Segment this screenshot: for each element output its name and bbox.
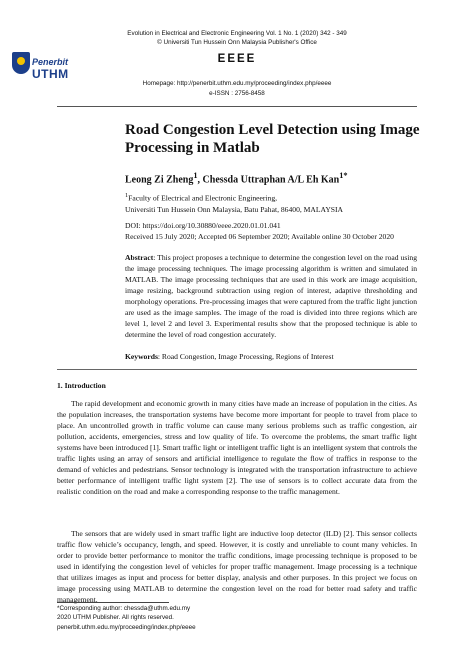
logo-text-bottom: UTHM [32,67,69,81]
author-2-affil: 1 [339,171,344,180]
author-list [125,171,348,185]
paper-title: Road Congestion Level Detection using Image Processing in Matlab [125,122,420,156]
author-2: , Chessda Uttraphan A/L Eh Kan [197,174,340,186]
logo-text-top: Penerbit [32,57,69,67]
journal-abbrev: EEEE [217,53,257,65]
journal-citation: Evolution in Electrical and Electronic Engineering Vol. 1 No. 1 (2020) 342 - 349 [127,30,347,37]
author-1-affil: 1 [193,171,198,180]
affil-line-1: Faculty of Electrical and Electronic Engineering, [128,193,278,203]
abstract-text: : This project proposes a technique to determine the congestion level on the road using the image processing techniques. The image processing algorithm is written and simulated in MATLAB. The image processing techniques that are used in this work are image acquisition, image resizing, background subtraction using region of interest, adaptive thresholding and morphology operations. Pre-processing images that were captured from the traffic light junction are used as the image samples. The image of the road is divided into three regions which are level 1, level 2 and level 3. Experimental results show that the proposed technique is able to determine the level of road congestion accurately. [125,253,417,339]
affil-sup: 1 [125,192,129,199]
eissn: e-ISSN : 2756-8458 [209,89,265,97]
journal-homepage [0,79,474,98]
author-1: Leong Zi Zheng [125,174,194,186]
section-heading: 1. Introduction [57,381,106,390]
abstract [125,252,417,340]
footnote-divider [57,602,169,603]
article-meta [125,220,394,242]
corresponding-mark: * [343,171,348,180]
body-paragraph-1: The rapid development and economic growth in many cities have made an increase of population in the cities. As the population increases, the transportation systems have become more important for people to travel from place to place. An uncontrolled growth in traffic volume can cause many serious problems such as traffic congestion, air pollution, accidents, emergencies, stress and low quality of life. To overcome the problems, the smart traffic light systems have been introduced [1]. Smart traffic light or intelligent traffic light is an intelligent system that controls the traffic lights using an array of sensors and artificial intelligence to regulate the flow of traffics in response to the demand of vehicles and pedestrians. Sensor technology is integrated with the transportation infrastructure to achieve better performance of intelligent traffic light system [2]. The use of sensors is to collect accurate data from the realistic condition on the road and make a corresponding response to the traffic management. [57,399,417,496]
page-footer [57,604,196,632]
keywords-text: : Road Congestion, Image Processing, Regions of Interest [157,352,334,361]
doi-link[interactable]: DOI: https://doi.org/10.30880/eeee.2020.01.01.041 [125,221,281,230]
abstract-label: Abstract [125,253,154,262]
affil-line-2: Universiti Tun Hussein Onn Malaysia, Batu Pahat, 86400, MALAYSIA [125,204,344,214]
footer-copyright: 2020 UTHM Publisher. All rights reserved. [57,614,174,622]
journal-copyright: © Universiti Tun Hussein Onn Malaysia Publisher's Office [157,39,317,46]
journal-header [0,29,474,47]
homepage-link[interactable]: Homepage: http://penerbit.uthm.edu.my/proceeding/index.php/eeee [142,80,332,87]
affiliation [125,190,343,215]
keywords [125,352,417,361]
abstract-divider [57,369,417,370]
header-divider [57,106,417,107]
corresponding-author: *Corresponding author: chessda@uthm.edu.my [57,605,191,612]
footer-url[interactable]: penerbit.uthm.edu.my/proceeding/index.php/eeee [57,623,196,631]
body-paragraph-2: The sensors that are widely used in smart traffic light are inductive loop detector (ILD) [2]. This sensor collects traffic flow vehicle’s occupancy, length, and speed. However, it is costly and unreliable to count many vehicles. In order to provide better performance to monitor the traffic conditions, image processing technique is proposed to be used in identifying the congestion level of vehicles for proper traffic management. Image processing is a technique that utilizes images as input and process for better display, analysis and other purposes. In this project we focus on image processing using MATLAB to determine the congestion level on the road for better road safety and traffic management. [57,529,417,604]
article-dates: Received 15 July 2020; Accepted 06 September 2020; Available online 30 October 2020 [125,232,394,241]
keywords-label: Keywords [125,352,158,361]
